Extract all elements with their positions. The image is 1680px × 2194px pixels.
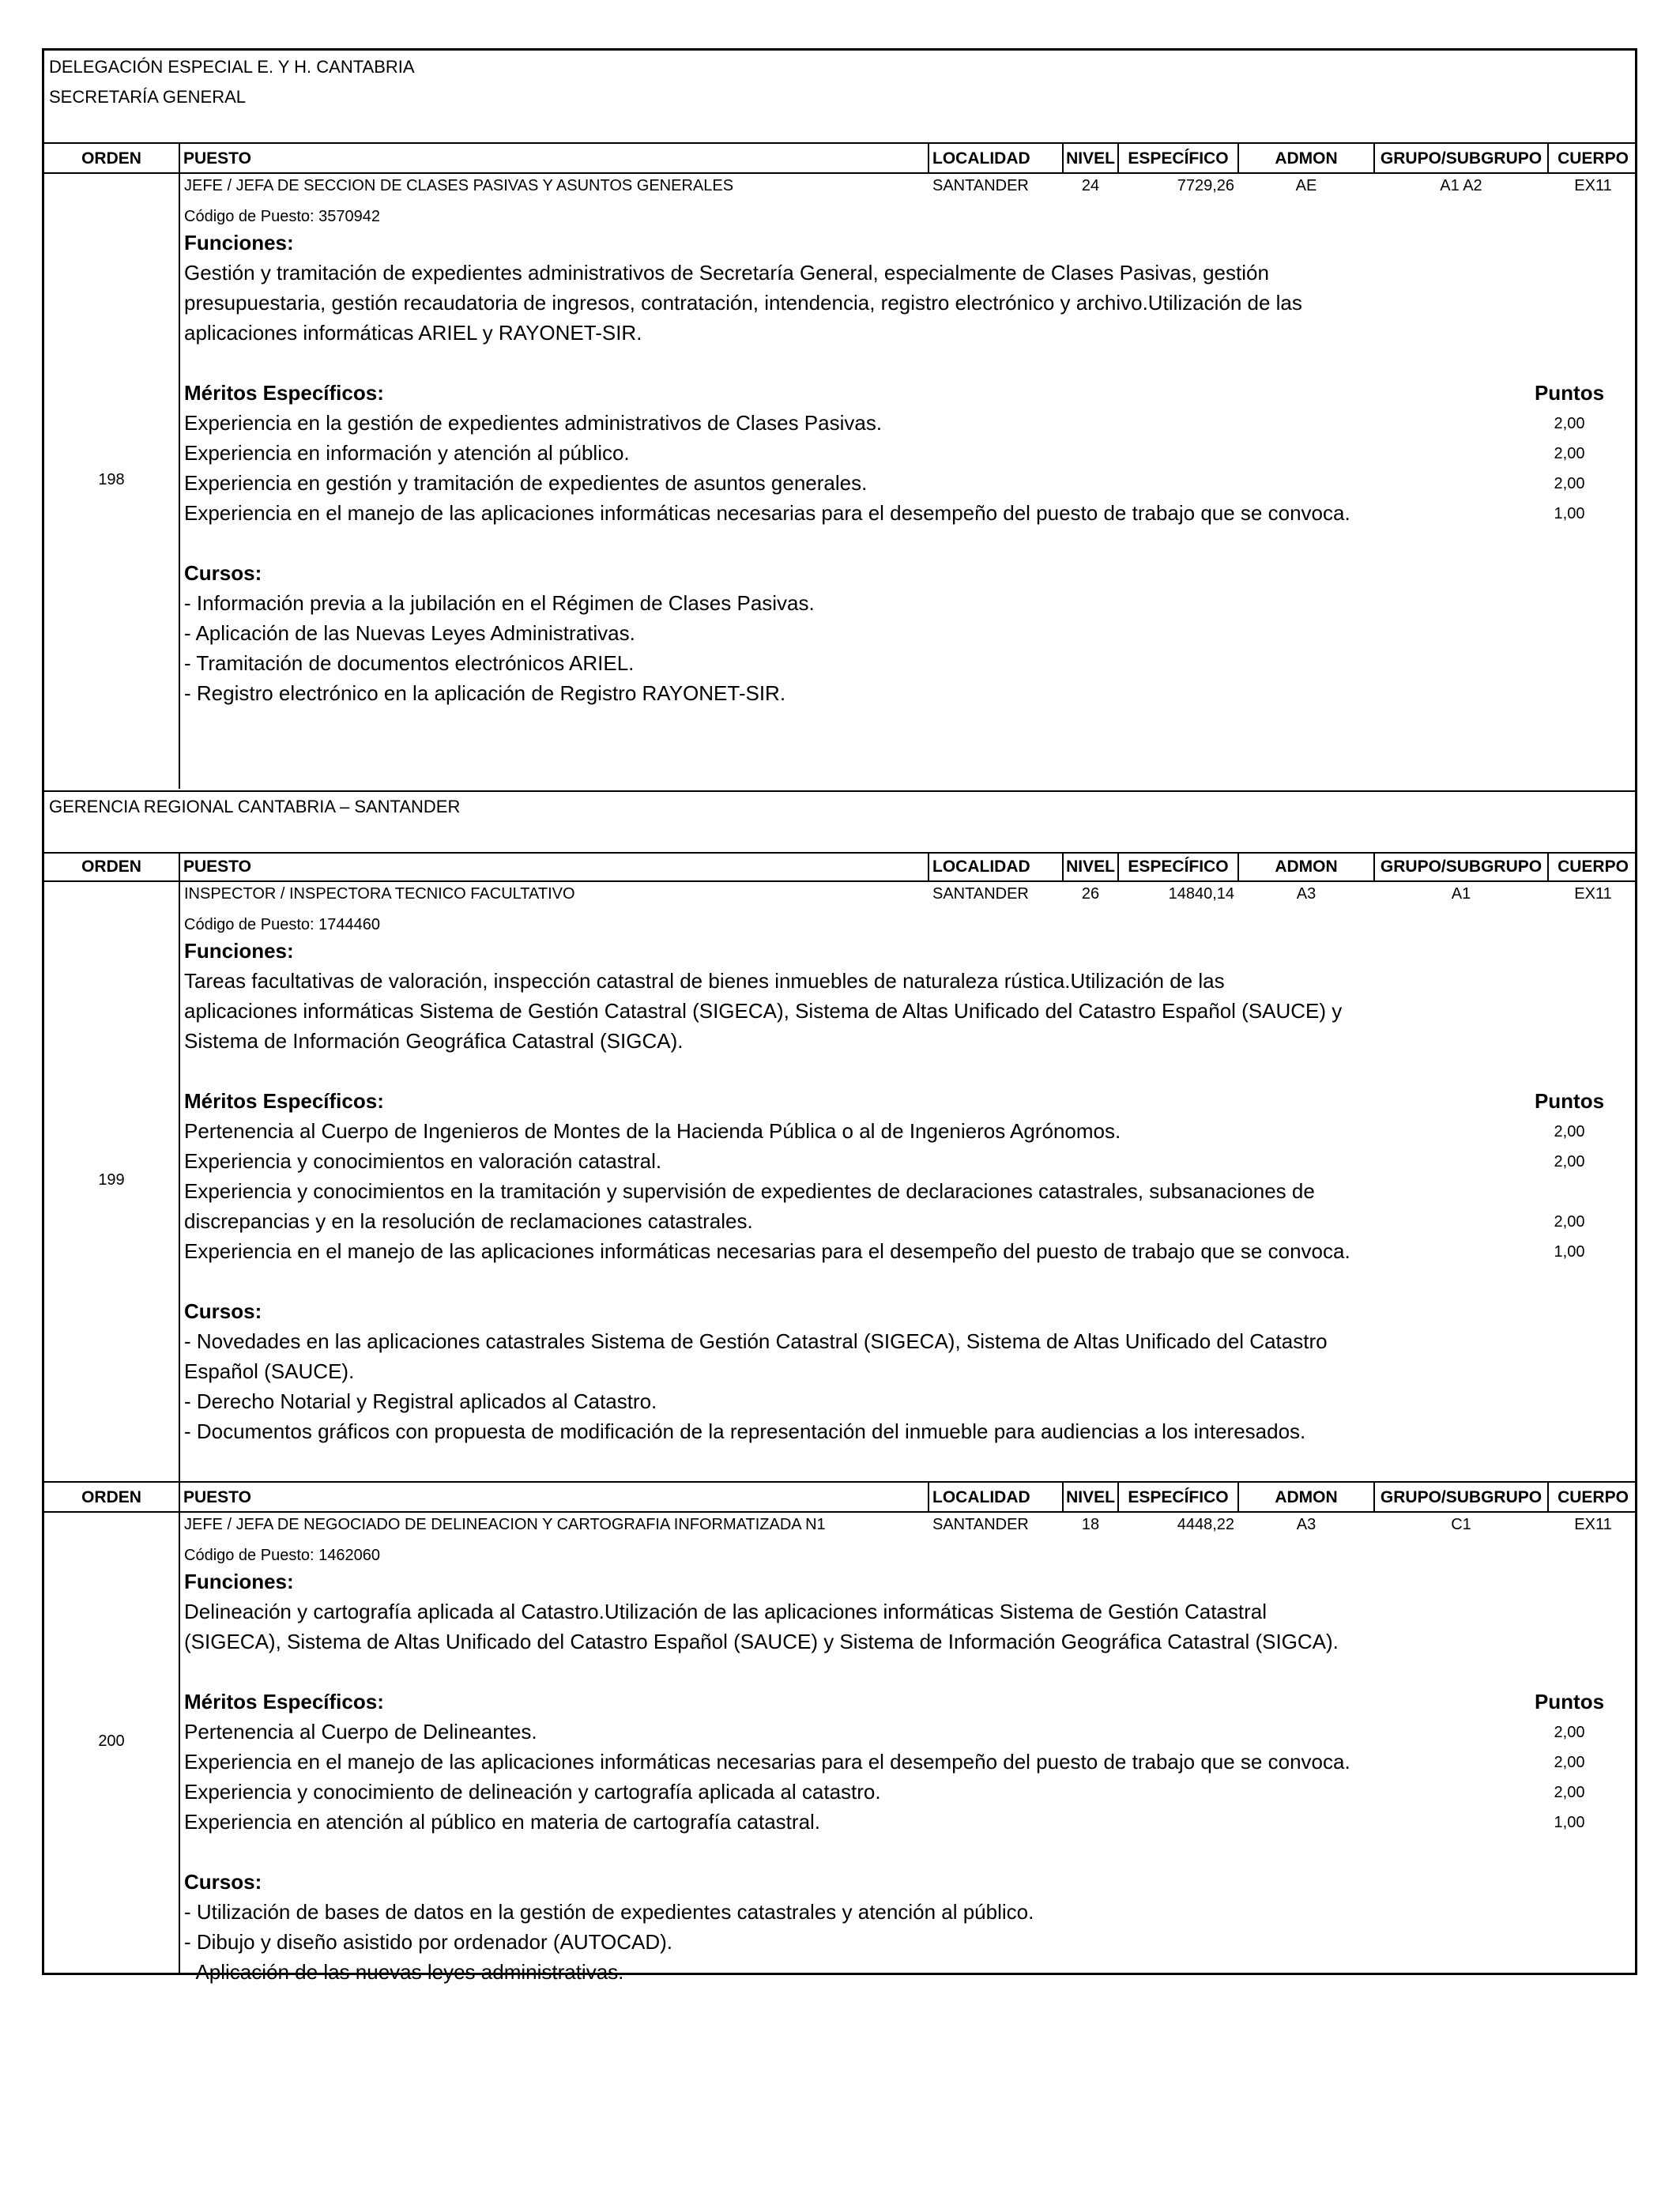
funciones-line: aplicaciones informáticas Sistema de Gestión Catastral (SIGECA), Sistema de Altas Unificado del Catastro Español (SAUCE) y [184,999,1343,1023]
cell-grupo: A1 [1451,885,1471,903]
puntos-heading: Puntos [1534,381,1605,405]
merito-puntos: 2,00 [1554,1123,1585,1140]
merito-line: Experiencia y conocimiento de delineación y cartografía aplicada al catastro. [184,1780,881,1804]
merito-line: Experiencia en el manejo de las aplicaciones informáticas necesarias para el desempeño del puesto de trabajo que se convoca. [184,1239,1350,1263]
merito-line: Experiencia en atención al público en materia de cartografía catastral. [184,1810,821,1834]
cell-localidad: SANTANDER [932,885,1029,903]
curso-line: - Derecho Notarial y Registral aplicados al Catastro. [184,1389,657,1413]
column-divider [179,144,180,172]
merito-line: Experiencia en información y atención al público. [184,441,630,465]
curso-line: - Aplicación de las nuevas leyes administrativas. [184,1960,624,1984]
funciones-line: aplicaciones informáticas ARIEL y RAYONET-SIR. [184,321,642,345]
merito-line: Experiencia en el manejo de las aplicaciones informáticas necesarias para el desempeño del puesto de trabajo que se convoca. [184,501,1350,525]
merito-line: Experiencia en gestión y tramitación de expedientes de asuntos generales. [184,471,868,495]
column-divider [928,1483,929,1511]
cursos-heading: Cursos: [184,1299,262,1323]
orden-number: 200 [98,1732,125,1750]
curso-line: - Novedades en las aplicaciones catastrales Sistema de Gestión Catastral (SIGECA), Sistema de Altas Unificado del Catastro [184,1329,1328,1353]
merito-puntos: 2,00 [1554,1754,1585,1771]
column-header-admon: ADMON [1275,858,1338,876]
funciones-heading: Funciones: [184,939,294,963]
column-header-especifico: ESPECÍFICO [1128,858,1229,876]
column-header-puesto: PUESTO [183,858,251,876]
column-divider [1237,852,1239,880]
curso-line: Español (SAUCE). [184,1359,355,1383]
cell-cuerpo: EX11 [1574,177,1612,194]
column-divider [179,1483,180,1511]
merito-puntos: 1,00 [1554,1814,1585,1831]
merito-puntos: 2,00 [1554,1724,1585,1741]
merito-line: Experiencia en la gestión de expedientes administrativos de Clases Pasivas. [184,411,883,435]
column-header-cuerpo: CUERPO [1558,149,1629,168]
codigo-puesto: Código de Puesto: 1744460 [184,916,380,933]
orden-number: 198 [98,471,125,488]
merito-puntos: 1,00 [1554,505,1585,522]
meritos-heading: Méritos Específicos: [184,1690,384,1713]
column-header-grupo: GRUPO/SUBGRUPO [1380,149,1543,168]
funciones-line: (SIGECA), Sistema de Altas Unificado del Catastro Español (SAUCE) y Sistema de Información Geográfica Catastral (SIGCA). [184,1630,1339,1653]
section-heading [44,790,1635,854]
cell-admon: A3 [1296,885,1317,903]
column-header-nivel: NIVEL [1066,1488,1115,1506]
column-divider [1373,1483,1375,1511]
column-header-grupo: GRUPO/SUBGRUPO [1380,1488,1543,1506]
cell-especifico: 4448,22 [1177,1516,1234,1533]
column-header-orden: ORDEN [81,858,141,876]
column-divider [179,174,180,789]
column-divider [1062,1483,1064,1511]
column-header-especifico: ESPECÍFICO [1128,1488,1229,1506]
column-divider [1117,144,1119,172]
cell-grupo: A1 A2 [1440,177,1482,194]
column-header-row [44,144,1635,174]
curso-line: - Documentos gráficos con propuesta de modificación de la representación del inmueble para audiencias a los interesados. [184,1419,1306,1443]
column-divider [928,144,929,172]
column-divider [1062,144,1064,172]
column-header-localidad: LOCALIDAD [932,149,1030,168]
column-header-localidad: LOCALIDAD [932,1488,1030,1506]
curso-line: - Registro electrónico en la aplicación de Registro RAYONET-SIR. [184,681,786,705]
section-heading [44,51,1635,144]
merito-line: Pertenencia al Cuerpo de Delineantes. [184,1720,537,1744]
column-header-row [44,852,1635,882]
codigo-puesto: Código de Puesto: 1462060 [184,1547,380,1564]
curso-line: - Aplicación de las Nuevas Leyes Administrativas. [184,621,635,645]
column-divider [179,852,180,880]
column-divider [1373,144,1375,172]
cell-cuerpo: EX11 [1574,1516,1612,1533]
section-line: GERENCIA REGIONAL CANTABRIA – SANTANDER [49,797,461,816]
column-header-nivel: NIVEL [1066,858,1115,876]
column-divider [1373,852,1375,880]
merito-line: discrepancias y en la resolución de reclamaciones catastrales. [184,1209,753,1233]
merito-puntos: 2,00 [1554,415,1585,432]
merito-line: Experiencia y conocimientos en la tramitación y supervisión de expedientes de declaraciones catastrales, subsanaciones de [184,1179,1315,1203]
column-header-cuerpo: CUERPO [1558,1488,1629,1506]
merito-line: Experiencia y conocimientos en valoración catastral. [184,1149,662,1173]
column-divider [1547,852,1549,880]
cursos-heading: Cursos: [184,561,262,585]
cell-puesto: JEFE / JEFA DE SECCION DE CLASES PASIVAS Y ASUNTOS GENERALES [184,177,734,194]
funciones-heading: Funciones: [184,231,294,254]
merito-puntos: 2,00 [1554,475,1585,492]
merito-puntos: 2,00 [1554,1153,1585,1171]
funciones-line: Delineación y cartografía aplicada al Catastro.Utilización de las aplicaciones informáticas Sistema de Gestión Catastral [184,1600,1268,1623]
column-divider [1547,1483,1549,1511]
merito-puntos: 2,00 [1554,1213,1585,1231]
cell-especifico: 7729,26 [1177,177,1234,194]
column-header-cuerpo: CUERPO [1558,858,1629,876]
codigo-puesto: Código de Puesto: 3570942 [184,208,380,225]
column-header-especifico: ESPECÍFICO [1128,149,1229,168]
column-divider [928,852,929,880]
cursos-heading: Cursos: [184,1870,262,1894]
document-table [42,48,1637,1984]
curso-line: - Información previa a la jubilación en el Régimen de Clases Pasivas. [184,591,815,615]
merito-line: Experiencia en el manejo de las aplicaciones informáticas necesarias para el desempeño del puesto de trabajo que se convoca. [184,1750,1350,1774]
cell-nivel: 24 [1081,177,1100,194]
merito-puntos: 2,00 [1554,445,1585,462]
cell-localidad: SANTANDER [932,1516,1029,1533]
column-divider [1237,144,1239,172]
record [44,174,1635,789]
funciones-line: Sistema de Información Geográfica Catastral (SIGCA). [184,1029,684,1053]
column-header-puesto: PUESTO [183,149,251,168]
column-divider [1237,1483,1239,1511]
merito-puntos: 2,00 [1554,1784,1585,1801]
cell-admon: AE [1295,177,1317,194]
funciones-line: Gestión y tramitación de expedientes administrativos de Secretaría General, especialmente de Clases Pasivas, gestión [184,261,1269,285]
section-line: SECRETARÍA GENERAL [49,87,246,107]
merito-puntos: 1,00 [1554,1243,1585,1261]
column-divider [1547,144,1549,172]
puntos-heading: Puntos [1534,1690,1605,1713]
funciones-line: presupuestaria, gestión recaudatoria de ingresos, contratación, intendencia, registro electrónico y archivo.Utilización de las [184,291,1302,315]
cell-admon: A3 [1296,1516,1317,1533]
curso-line: - Utilización de bases de datos en la gestión de expedientes catastrales y atención al público. [184,1900,1034,1924]
column-header-admon: ADMON [1275,1488,1338,1506]
column-header-puesto: PUESTO [183,1488,251,1506]
column-header-row [44,1483,1635,1513]
column-divider [179,1513,180,1973]
funciones-heading: Funciones: [184,1570,294,1593]
column-header-localidad: LOCALIDAD [932,858,1030,876]
meritos-heading: Méritos Específicos: [184,1089,384,1113]
cell-nivel: 18 [1081,1516,1100,1533]
orden-number: 199 [98,1171,125,1189]
puntos-heading: Puntos [1534,1089,1605,1113]
cell-puesto: JEFE / JEFA DE NEGOCIADO DE DELINEACION Y CARTOGRAFIA INFORMATIZADA N1 [184,1516,826,1533]
column-header-orden: ORDEN [81,149,141,168]
funciones-line: Tareas facultativas de valoración, inspección catastral de bienes inmuebles de naturaleza rústica.Utilización de las [184,969,1225,993]
column-divider [1117,852,1119,880]
meritos-heading: Méritos Específicos: [184,381,384,405]
cell-cuerpo: EX11 [1574,885,1612,903]
column-header-nivel: NIVEL [1066,149,1115,168]
column-divider [179,882,180,1481]
record [44,882,1635,1481]
curso-line: - Dibujo y diseño asistido por ordenador (AUTOCAD). [184,1930,673,1954]
column-header-admon: ADMON [1275,149,1338,168]
cell-nivel: 26 [1081,885,1100,903]
cell-puesto: INSPECTOR / INSPECTORA TECNICO FACULTATIVO [184,885,575,903]
curso-line: - Tramitación de documentos electrónicos ARIEL. [184,651,635,675]
column-divider [1117,1483,1119,1511]
cell-especifico: 14840,14 [1168,885,1234,903]
cell-grupo: C1 [1451,1516,1471,1533]
column-divider [1062,852,1064,880]
record [44,1513,1635,1984]
cell-localidad: SANTANDER [932,177,1029,194]
column-header-grupo: GRUPO/SUBGRUPO [1380,858,1543,876]
column-header-orden: ORDEN [81,1488,141,1506]
merito-line: Pertenencia al Cuerpo de Ingenieros de Montes de la Hacienda Pública o al de Ingenieros Agrónomos. [184,1119,1121,1143]
section-line: DELEGACIÓN ESPECIAL E. Y H. CANTABRIA [49,57,415,77]
